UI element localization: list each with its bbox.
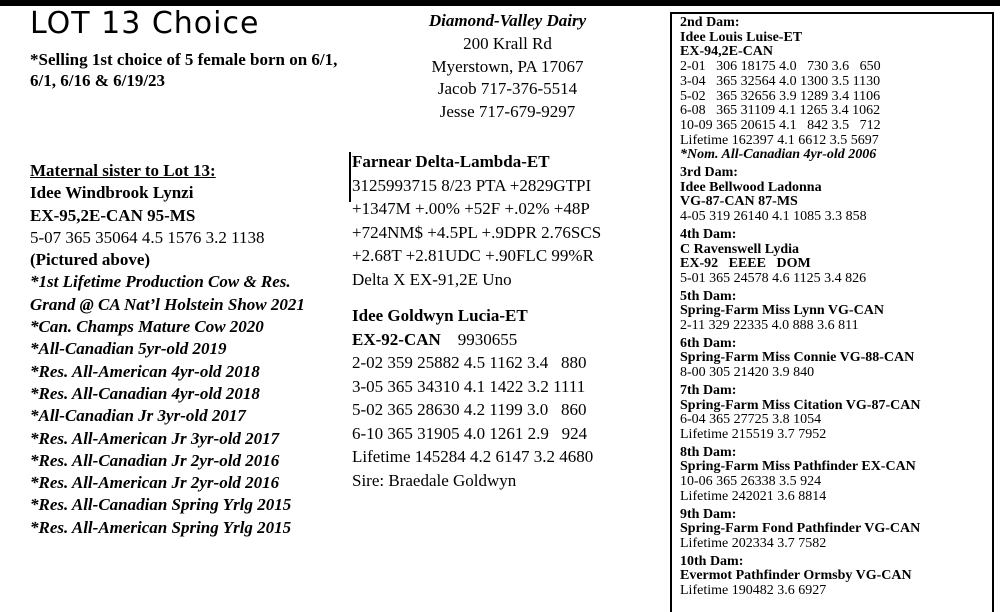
pedigree-record: 5-01 365 24578 4.6 1125 3.4 826 (680, 270, 867, 286)
pedigree-record: 5-02 365 32656 3.9 1289 3.4 1106 (680, 88, 881, 104)
award-line: Grand @ CA Nat’l Holstein Show 2021 (30, 294, 305, 314)
dam-record: 5-02 365 28630 4.2 1199 3.0 860 (352, 400, 587, 419)
pedigree-heading: 4th Dam: (680, 226, 737, 242)
award-line: *Res. All-Canadian 4yr-old 2018 (30, 383, 260, 403)
pedigree-record: 3-04 365 32564 4.0 1300 3.5 1130 (680, 73, 881, 89)
pedigree-name: Idee Louis Luise-ET (680, 29, 803, 45)
farm-city: Myerstown, PA 17067 (431, 56, 584, 76)
pedigree-record: Lifetime 215519 3.7 7952 (680, 426, 827, 442)
pedigree-record: 2-11 329 22335 4.0 888 3.6 811 (680, 318, 859, 334)
pedigree-record: Lifetime 242021 3.6 8814 (680, 488, 827, 504)
award-line: *Can. Champs Mature Cow 2020 (30, 317, 264, 337)
pedigree-classification: EX-92 EEEE DOM (680, 256, 811, 272)
dam-record: 3-05 365 34310 4.1 1422 3.2 1111 (352, 376, 586, 396)
pedigree-heading: 6th Dam: (680, 335, 737, 351)
pedigree-heading: 9th Dam: (680, 506, 737, 522)
maternal-sister-name: Idee Windbrook Lynzi (30, 183, 194, 203)
pedigree-record: Lifetime 190482 3.6 6927 (680, 583, 827, 599)
pedigree-classification: EX-94,2E-CAN (680, 44, 773, 60)
pedigree-classification: VG-87-CAN 87-MS (680, 194, 798, 210)
dam-record: 6-10 365 31905 4.0 1261 2.9 924 (352, 423, 588, 443)
dam-sire: Sire: Braedale Goldwyn (352, 470, 517, 490)
pedigree-heading: 7th Dam: (680, 382, 737, 398)
farm-phone-jacob: Jacob 717-376-5514 (437, 79, 578, 98)
pedigree-heading: 5th Dam: (680, 288, 737, 304)
pedigree-name: Spring-Farm Miss Lynn VG-CAN (680, 303, 884, 319)
award-line: *Res. All-Canadian Spring Yrlg 2015 (30, 495, 292, 515)
pedigree-name: Evermot Pathfinder Ormsby VG-CAN (680, 568, 912, 584)
lot-title: LOT 13 Choice (30, 6, 260, 41)
pedigree-record: Lifetime 202334 3.7 7582 (680, 535, 827, 551)
award-line: *Res. All-Canadian Jr 2yr-old 2016 (30, 450, 280, 470)
farm-name: Diamond-Valley Dairy (428, 11, 587, 30)
dam-id: 9930655 (457, 329, 518, 349)
farm-address: 200 Krall Rd (463, 34, 552, 53)
pedigree-name: Idee Bellwood Ladonna (680, 179, 822, 195)
pedigree-record: 10-06 365 26338 3.5 924 (680, 474, 822, 490)
dam-record: 2-02 359 25882 4.5 1162 3.4 880 (352, 353, 587, 372)
pedigree-note: *Nom. All-Canadian 4yr-old 2006 (680, 147, 877, 163)
pedigree-list (680, 16, 990, 599)
pedigree-record: 10-09 365 20615 4.1 842 3.5 712 (680, 117, 881, 133)
pedigree-record: 2-01 306 18175 4.0 730 3.6 650 (680, 59, 881, 75)
pedigree-name: Spring-Farm Miss Citation VG-87-CAN (680, 397, 921, 413)
award-line: *Res. All-American Spring Yrlg 2015 (30, 517, 292, 537)
pictured-note: (Pictured above) (30, 250, 151, 270)
sire-line: 3125993715 8/23 PTA +2829GTPI (352, 175, 592, 195)
pedigree-heading: 10th Dam: (680, 553, 744, 569)
lot-subtitle: *Selling 1st choice of 5 female born on 6/1, 6/1, 6/16 & 6/19/23 (30, 50, 338, 90)
pedigree-record: 6-08 365 31109 4.1 1265 3.4 1062 (680, 103, 881, 119)
award-line: *All-Canadian 5yr-old 2019 (30, 339, 227, 359)
pedigree-name: Spring-Farm Miss Pathfinder EX-CAN (680, 459, 916, 475)
award-line: *Res. All-American 4yr-old 2018 (30, 361, 260, 381)
pedigree-name: Spring-Farm Miss Connie VG-88-CAN (680, 350, 915, 366)
pedigree-heading: 3rd Dam: (680, 165, 738, 181)
sire-line: Delta X EX-91,2E Uno (352, 269, 512, 289)
dam-name: Idee Goldwyn Lucia-ET (352, 306, 528, 325)
pedigree-record: 4-05 319 26140 4.1 1085 3.3 858 (680, 209, 867, 225)
pedigree-heading: 2nd Dam: (680, 15, 740, 30)
pedigree-name: Spring-Farm Fond Pathfinder VG-CAN (680, 521, 921, 537)
award-line: *Res. All-American Jr 2yr-old 2016 (30, 473, 280, 493)
divider-line (349, 152, 351, 202)
farm-phone-jesse: Jesse 717-679-9297 (439, 101, 576, 121)
pedigree-record: 6-04 365 27725 3.8 1054 (680, 412, 822, 428)
sire-name: Farnear Delta-Lambda-ET (352, 152, 550, 171)
farm-contact (400, 10, 615, 123)
pedigree-record: 8-00 305 21420 3.9 840 (680, 365, 815, 381)
pedigree-name: C Ravenswell Lydia (680, 241, 800, 257)
dam-record: Lifetime 145284 4.2 6147 3.2 4680 (352, 447, 594, 466)
maternal-sister-classification: EX-95,2E-CAN 95-MS (30, 205, 196, 225)
sire-dam-section (352, 150, 652, 492)
sire-line: +724NM$ +4.5PL +.9DPR 2.76SCS (352, 222, 602, 242)
dam-classification-row (352, 328, 652, 352)
award-line: *Res. All-American Jr 3yr-old 2017 (30, 428, 280, 448)
sire-line: +1347M +.00% +52F +.02% +48P (352, 199, 590, 218)
dam-classification: EX-92-CAN (352, 329, 441, 349)
maternal-sister-record: 5-07 365 35064 4.5 1576 3.2 1138 (30, 227, 265, 247)
pedigree-heading: 8th Dam: (680, 444, 737, 460)
maternal-sister-section (30, 160, 350, 539)
award-line: *All-Canadian Jr 3yr-old 2017 (30, 406, 246, 426)
maternal-sister-heading: Maternal sister to Lot 13: (30, 161, 216, 180)
pedigree-record: Lifetime 162397 4.1 6612 3.5 5697 (680, 132, 879, 148)
sire-line: +2.68T +2.81UDC +.90FLC 99%R (352, 246, 594, 265)
award-line: *1st Lifetime Production Cow & Res. (30, 272, 291, 292)
